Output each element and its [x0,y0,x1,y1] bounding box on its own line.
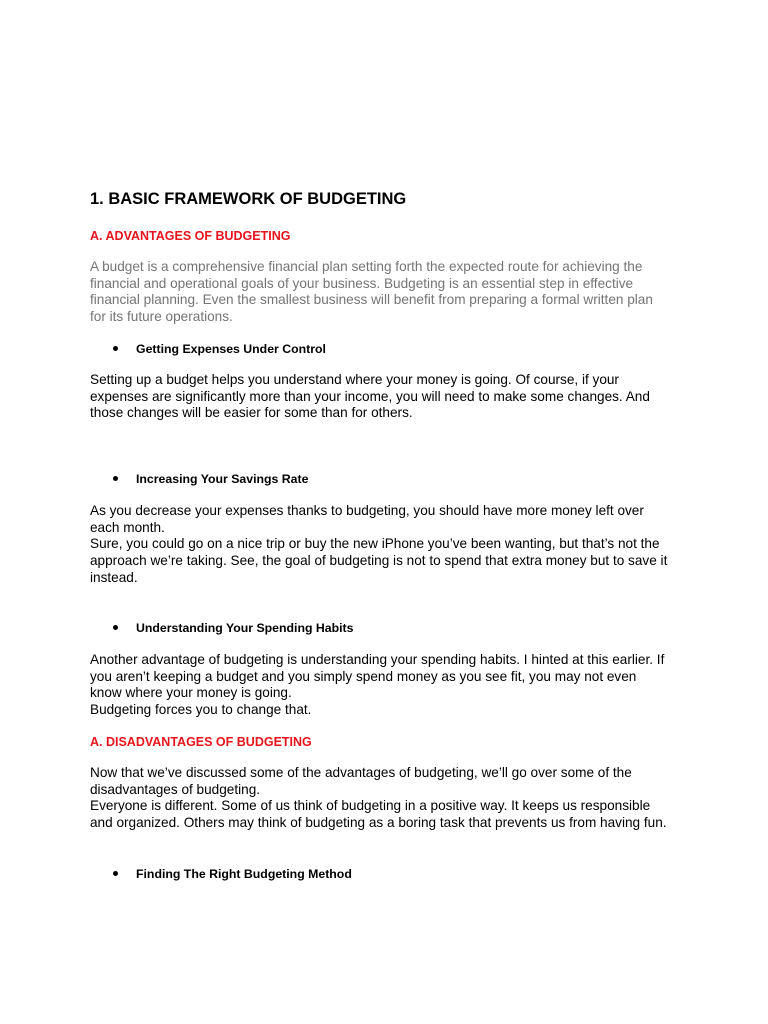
intro-line: financial and operational goals of your business. Budgeting is an essential step in effective [90,275,634,291]
disadvantages-paragraph [90,765,690,832]
savings-line: Sure, you could go on a nice trip or buy the new iPhone you’ve been wanting, but that’s not the [90,536,660,552]
expenses-line: those changes will be easier for some than for others. [90,405,413,421]
habits-paragraph [90,652,690,719]
bullet-dot-icon [113,476,118,481]
disadvantages-line: and organized. Others may think of budgeting as a boring task that prevents us from having fun. [90,815,667,831]
intro-line: financial planning. Even the smallest business will benefit from preparing a formal written plan [90,292,653,308]
disadvantages-line: disadvantages of budgeting. [90,781,261,797]
habits-line: Another advantage of budgeting is understanding your spending habits. I hinted at this earlier. If [90,652,665,667]
habits-line: know where your money is going. [90,685,292,701]
savings-line: each month. [90,519,165,535]
savings-line: As you decrease your expenses thanks to budgeting, you should have more money left over [90,503,644,518]
intro-paragraph [90,259,690,326]
bullet-habits-label: Understanding Your Spending Habits [136,621,354,635]
bullet-method [113,866,352,882]
habits-line: Budgeting forces you to change that. [90,702,312,718]
bullet-method-label: Finding The Right Budgeting Method [136,867,352,881]
advantages-heading: A. ADVANTAGES OF BUDGETING [90,229,291,243]
disadvantages-line: Now that we’ve discussed some of the advantages of budgeting, we’ll go over some of the [90,765,632,780]
bullet-savings-label: Increasing Your Savings Rate [136,472,309,486]
bullet-expenses-label: Getting Expenses Under Control [136,342,326,356]
disadvantages-line: Everyone is different. Some of us think of budgeting in a positive way. It keeps us responsible [90,798,651,814]
bullet-expenses [113,341,326,357]
savings-paragraph [90,503,690,587]
expenses-paragraph [90,372,690,422]
habits-line: you aren’t keeping a budget and you simply spend money as you see fit, you may not even [90,668,637,684]
bullet-dot-icon [113,871,118,876]
expenses-line: expenses are significantly more than your income, you will need to make some changes. And [90,388,650,404]
intro-line: A budget is a comprehensive financial plan setting forth the expected route for achieving the [90,259,643,274]
bullet-dot-icon [113,346,118,351]
bullet-habits [113,620,353,636]
bullet-savings [113,471,308,487]
bullet-dot-icon [113,625,118,630]
disadvantages-heading: A. DISADVANTAGES OF BUDGETING [90,735,312,749]
document-title: 1. BASIC FRAMEWORK OF BUDGETING [90,190,407,208]
savings-line: approach we’re taking. See, the goal of budgeting is not to spend that extra money but to save it [90,553,668,569]
savings-line: instead. [90,569,138,585]
expenses-line: Setting up a budget helps you understand where your money is going. Of course, if your [90,372,619,387]
intro-line: for its future operations. [90,309,233,325]
